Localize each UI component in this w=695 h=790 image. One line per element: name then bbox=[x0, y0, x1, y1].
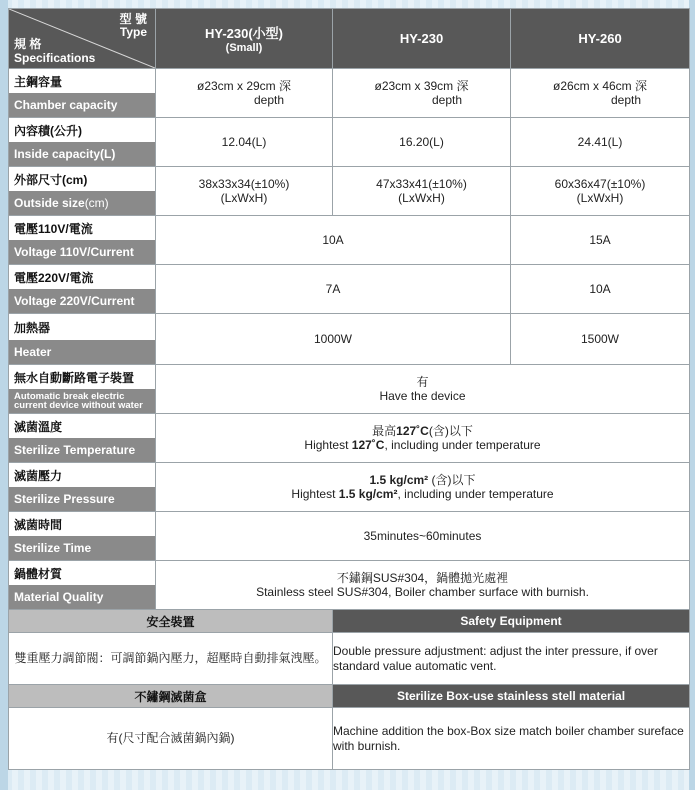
box-title-en: Sterilize Box-use stainless stell material bbox=[333, 685, 690, 708]
value-cell: 24.41(L) bbox=[511, 118, 690, 167]
spec-table bbox=[8, 8, 690, 770]
row-label bbox=[9, 414, 156, 463]
row-inside-capacity bbox=[9, 118, 690, 167]
label-zh: 滅菌壓力 bbox=[14, 468, 63, 483]
value-cell-large-model: 15A bbox=[511, 216, 690, 265]
header-row bbox=[9, 9, 690, 69]
safety-title-zh: 安全裝置 bbox=[9, 610, 333, 633]
label-zh: 加熱器 bbox=[14, 320, 51, 335]
label-en: Inside capacity(L) bbox=[9, 142, 155, 166]
label-en-main: Outside size bbox=[14, 196, 85, 210]
row-sterilize-temperature bbox=[9, 414, 690, 463]
model-name: HY-230(小型) bbox=[204, 26, 284, 41]
value-cell-small-models: 7A bbox=[156, 265, 511, 314]
label-en: Voltage 110V/Current bbox=[9, 240, 155, 264]
label-en: Material Quality bbox=[9, 585, 155, 609]
value-line2: (LxWxH) bbox=[398, 191, 445, 205]
box-desc-en: Machine addition the box-Box size match boiler chamber sureface with burnish. bbox=[333, 708, 690, 770]
label-zh: 電壓110V/電流 bbox=[14, 221, 93, 236]
value-cell bbox=[333, 69, 511, 118]
value-line2: depth bbox=[253, 93, 284, 107]
value-cell bbox=[511, 69, 690, 118]
label-zh: 外部尺寸(cm) bbox=[14, 172, 88, 187]
value-line1: 60x36x47(±10%) bbox=[554, 177, 646, 191]
value-zh bbox=[156, 424, 689, 438]
label-zh: 滅菌溫度 bbox=[14, 419, 63, 434]
row-label bbox=[9, 118, 156, 167]
label-en: Chamber capacity bbox=[9, 93, 155, 117]
value-line1: 38x33x34(±10%) bbox=[198, 177, 290, 191]
value-line1: ø23cm x 39cm 深 bbox=[374, 79, 469, 93]
value-zh: 不鏽鋼SUS#304，鍋體拋光處裡 bbox=[336, 571, 509, 585]
value-cell-large-model: 10A bbox=[511, 265, 690, 314]
label-en bbox=[9, 191, 155, 215]
type-label bbox=[120, 13, 147, 39]
label-en: Sterilize Pressure bbox=[9, 487, 155, 511]
row-label bbox=[9, 512, 156, 561]
box-title-zh: 不鏽鋼滅菌盒 bbox=[9, 685, 333, 708]
value-cell-small-models: 1000W bbox=[156, 314, 511, 365]
label-zh: 主鋼容量 bbox=[14, 74, 63, 89]
text: , including under temperature bbox=[397, 487, 554, 501]
row-label bbox=[9, 216, 156, 265]
value-cell bbox=[511, 167, 690, 216]
model-header-hy230 bbox=[333, 9, 511, 69]
value-line2: depth bbox=[431, 93, 462, 107]
value-en: Stainless steel SUS#304, Boiler chamber surface with burnish. bbox=[256, 585, 589, 599]
type-label-en: Type bbox=[119, 25, 147, 39]
row-safety-desc bbox=[9, 633, 690, 685]
row-label bbox=[9, 561, 156, 610]
value-cell: 16.20(L) bbox=[333, 118, 511, 167]
label-en bbox=[9, 389, 155, 413]
label-zh: 滅菌時間 bbox=[14, 517, 63, 532]
model-name: HY-230 bbox=[399, 31, 444, 46]
spec-label-en: Specifications bbox=[14, 51, 96, 65]
label-zh: 鍋體材質 bbox=[14, 566, 63, 581]
value-cell bbox=[156, 167, 333, 216]
value-line2: (LxWxH) bbox=[220, 191, 268, 205]
value-cell-all-models bbox=[156, 414, 690, 463]
model-name: HY-260 bbox=[578, 31, 622, 46]
row-chamber-capacity bbox=[9, 69, 690, 118]
row-auto-break bbox=[9, 365, 690, 414]
label-en: Sterilize Temperature bbox=[9, 438, 155, 462]
row-label bbox=[9, 365, 156, 414]
row-label bbox=[9, 463, 156, 512]
row-heater bbox=[9, 314, 690, 365]
label-en-unit: (cm) bbox=[84, 196, 109, 210]
value-zh bbox=[156, 473, 689, 487]
value-cell-all-models bbox=[156, 463, 690, 512]
text: Hightest bbox=[291, 487, 339, 501]
row-label bbox=[9, 314, 156, 365]
value-cell-small-models: 10A bbox=[156, 216, 511, 265]
model-header-hy230-small bbox=[156, 9, 333, 69]
text: (含)以下 bbox=[428, 424, 473, 438]
left-border-strip bbox=[0, 0, 8, 790]
type-label-zh: 型 號 bbox=[119, 12, 147, 26]
label-zh: 無水自動斷路電子裝置 bbox=[14, 370, 135, 385]
value-line1: ø26cm x 46cm 深 bbox=[552, 79, 648, 93]
temperature-value: 127˚C bbox=[351, 438, 385, 452]
row-material-quality bbox=[9, 561, 690, 610]
row-safety-title bbox=[9, 610, 690, 633]
model-header-hy260 bbox=[511, 9, 690, 69]
label-en: Voltage 220V/Current bbox=[9, 289, 155, 313]
row-label bbox=[9, 265, 156, 314]
safety-desc-en: Double pressure adjustment: adjust the inter pressure, if over standard value automatic vent. bbox=[333, 633, 690, 685]
row-label bbox=[9, 167, 156, 216]
text: (含)以下 bbox=[428, 473, 476, 487]
row-sterilize-time bbox=[9, 512, 690, 561]
spec-label-zh: 規 格 bbox=[14, 37, 42, 51]
row-voltage-110 bbox=[9, 216, 690, 265]
row-voltage-220 bbox=[9, 265, 690, 314]
row-box-desc bbox=[9, 708, 690, 770]
value-zh: 有 bbox=[416, 375, 429, 389]
row-sterilize-pressure bbox=[9, 463, 690, 512]
value-cell-all-models bbox=[156, 365, 690, 414]
value-en bbox=[156, 487, 689, 501]
value-en: Have the device bbox=[379, 389, 466, 403]
row-box-title bbox=[9, 685, 690, 708]
value-line1: 47x33x41(±10%) bbox=[376, 177, 467, 191]
pressure-value: 1.5 kg/cm² bbox=[369, 473, 429, 487]
value-line1: ø23cm x 29cm 深 bbox=[196, 79, 292, 93]
value-cell-all-models: 35minutes~60minutes bbox=[156, 512, 690, 561]
text: , including under temperature bbox=[384, 438, 541, 452]
row-label bbox=[9, 69, 156, 118]
temperature-value: 127˚C bbox=[396, 424, 429, 438]
label-zh: 電壓220V/電流 bbox=[14, 270, 94, 285]
safety-title-en: Safety Equipment bbox=[333, 610, 690, 633]
text: 最高 bbox=[372, 424, 397, 438]
spec-label bbox=[14, 37, 95, 65]
value-cell: 12.04(L) bbox=[156, 118, 333, 167]
box-desc-zh: 有(尺寸配合滅菌鍋內鍋) bbox=[9, 708, 333, 770]
label-en-line2: current device without water bbox=[14, 400, 143, 411]
label-en: Heater bbox=[9, 340, 155, 364]
value-en bbox=[156, 438, 689, 452]
value-line2: depth bbox=[610, 93, 641, 107]
value-cell bbox=[333, 167, 511, 216]
row-outside-size bbox=[9, 167, 690, 216]
header-corner-cell bbox=[9, 9, 156, 69]
pressure-value: 1.5 kg/cm² bbox=[338, 487, 398, 501]
label-en-line1: Automatic break electric bbox=[14, 390, 125, 402]
value-cell bbox=[156, 69, 333, 118]
label-en: Sterilize Time bbox=[9, 536, 155, 560]
value-cell-large-model: 1500W bbox=[511, 314, 690, 365]
value-line2: (LxWxH) bbox=[576, 191, 624, 205]
value-cell-all-models bbox=[156, 561, 690, 610]
safety-desc-zh: 雙重壓力調節閥：可調節鍋內壓力，超壓時自動排氣洩壓。 bbox=[9, 633, 333, 685]
label-zh: 內容積(公升) bbox=[14, 123, 82, 138]
text: Hightest bbox=[304, 438, 352, 452]
model-sub: (Small) bbox=[225, 42, 263, 54]
